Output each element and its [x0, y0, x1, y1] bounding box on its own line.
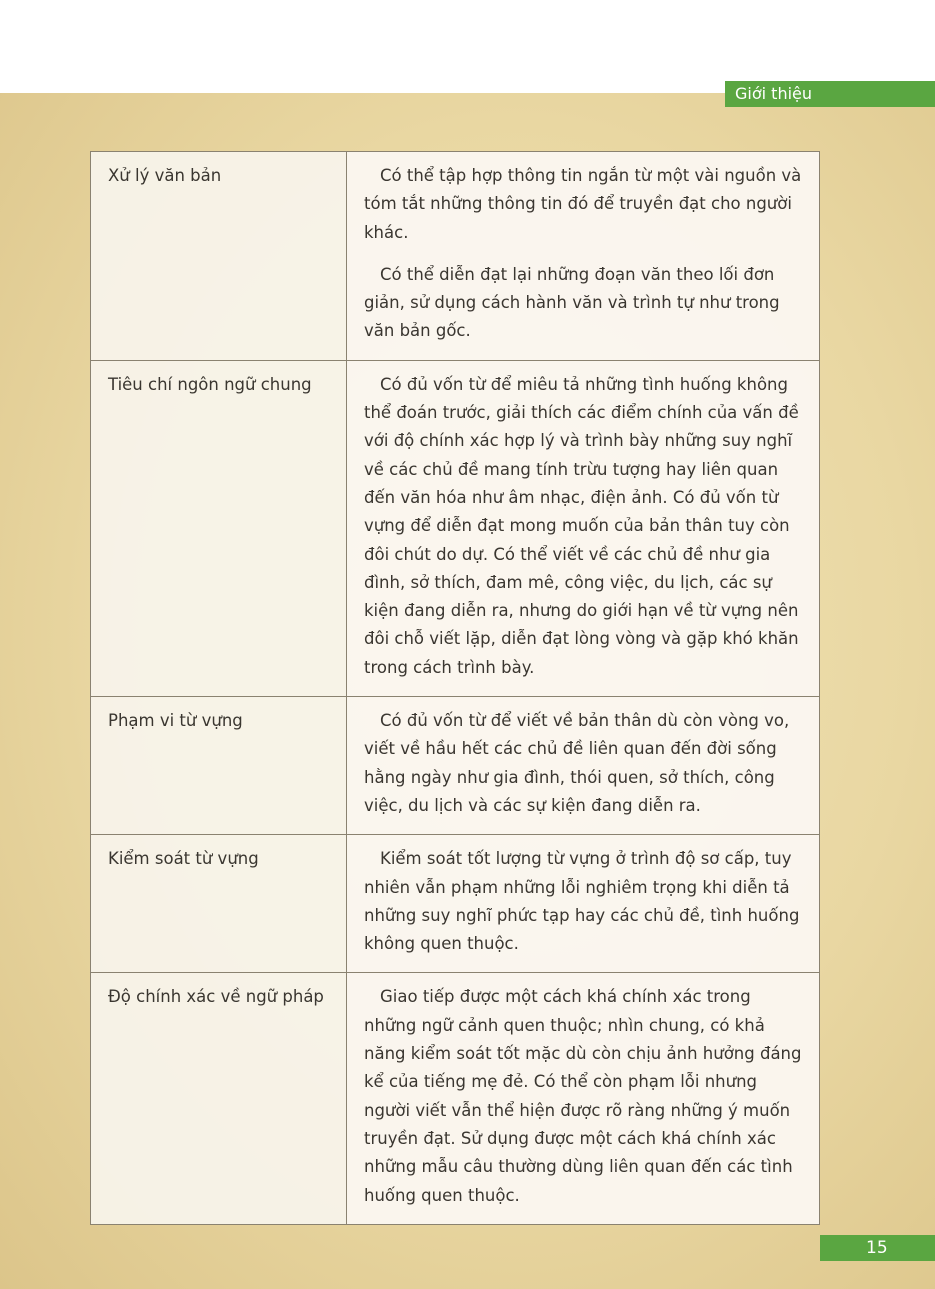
page-number: 15	[820, 1235, 935, 1261]
criteria-table	[90, 151, 820, 1225]
table-row	[91, 973, 820, 1224]
table-row	[91, 360, 820, 696]
criterion-cell: Tiêu chí ngôn ngữ chung	[91, 360, 347, 696]
description-paragraph: Giao tiếp được một cách khá chính xác trong những ngữ cảnh quen thuộc; nhìn chung, có khả năng kiểm soát tốt mặc dù còn chịu ảnh hưởng đáng kể của tiếng mẹ đẻ. Có thể còn phạm lỗi nhưng người viết vẫn thể hiện được rõ ràng những ý muốn truyền đạt. Sử dụng được một cách khá chính xác những mẫu câu thường dùng liên quan đến các tình huống quen thuộc.	[364, 987, 802, 1205]
description-cell	[347, 973, 820, 1224]
table-row	[91, 697, 820, 835]
table-row	[91, 152, 820, 361]
criterion-cell: Độ chính xác về ngữ pháp	[91, 973, 347, 1224]
description-cell	[347, 152, 820, 361]
criterion-cell: Xử lý văn bản	[91, 152, 347, 361]
description-paragraph: Có đủ vốn từ để miêu tả những tình huống không thể đoán trước, giải thích các điểm chính của vấn đề với độ chính xác hợp lý và trình bày những suy nghĩ về các chủ đề mang tính trừu tượng hay liên quan đến văn hóa như âm nhạc, điện ảnh. Có đủ vốn từ vựng để diễn đạt mong muốn của bản thân tuy còn đôi chút do dự. Có thể viết về các chủ đề như gia đình, sở thích, đam mê, công việc, du lịch, các sự kiện đang diễn ra, nhưng do giới hạn về từ vựng nên đôi chỗ viết lặp, diễn đạt lòng vòng và gặp khó khăn trong cách trình bày.	[364, 374, 799, 677]
criterion-cell: Kiểm soát từ vựng	[91, 835, 347, 973]
description-cell	[347, 360, 820, 696]
description-paragraph: Có thể diễn đạt lại những đoạn văn theo lối đơn giản, sử dụng cách hành văn và trình tự như trong văn bản gốc.	[364, 264, 780, 341]
description-paragraph: Có thể tập hợp thông tin ngắn từ một vài nguồn và tóm tắt những thông tin đó để truyền đạt cho người khác.	[364, 166, 802, 242]
description-cell	[347, 697, 820, 835]
section-tab: Giới thiệu	[725, 81, 935, 107]
table-row	[91, 835, 820, 973]
description-cell	[347, 835, 820, 973]
criterion-cell: Phạm vi từ vựng	[91, 697, 347, 835]
description-paragraph: Có đủ vốn từ để viết về bản thân dù còn vòng vo, viết về hầu hết các chủ đề liên quan đến đời sống hằng ngày như gia đình, thói quen, sở thích, công việc, du lịch và các sự kiện đang diễn ra.	[364, 711, 790, 815]
description-paragraph: Kiểm soát tốt lượng từ vựng ở trình độ sơ cấp, tuy nhiên vẫn phạm những lỗi nghiêm trọng khi diễn tả những suy nghĩ phức tạp hay các chủ đề, tình huống không quen thuộc.	[364, 849, 800, 954]
